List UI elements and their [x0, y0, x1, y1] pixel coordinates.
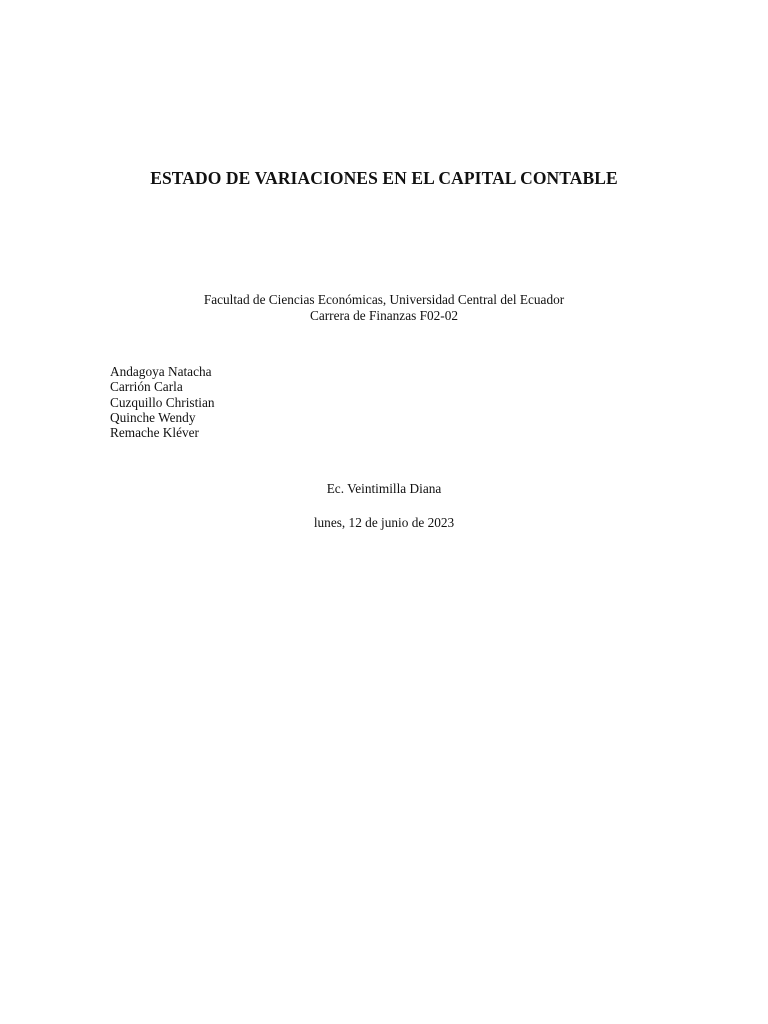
author-name: Andagoya Natacha — [110, 364, 212, 379]
author-name: Cuzquillo Christian — [110, 394, 215, 410]
author-name: Remache Kléver — [110, 425, 199, 441]
professor-name: Ec. Veintimilla Diana — [326, 481, 442, 496]
author-name: Quinche Wendy — [110, 409, 196, 425]
document-title: ESTADO DE VARIACIONES EN EL CAPITAL CONTABLE — [150, 168, 618, 188]
institution-block — [0, 292, 768, 324]
institution-line-faculty: Facultad de Ciencias Económicas, Universidad Central del Ecuador — [203, 292, 565, 307]
author-name: Carrión Carla — [110, 379, 183, 395]
institution-line-career: Carrera de Finanzas F02-02 — [309, 308, 459, 323]
document-date: lunes, 12 de junio de 2023 — [313, 515, 455, 530]
authors-list — [110, 364, 215, 440]
